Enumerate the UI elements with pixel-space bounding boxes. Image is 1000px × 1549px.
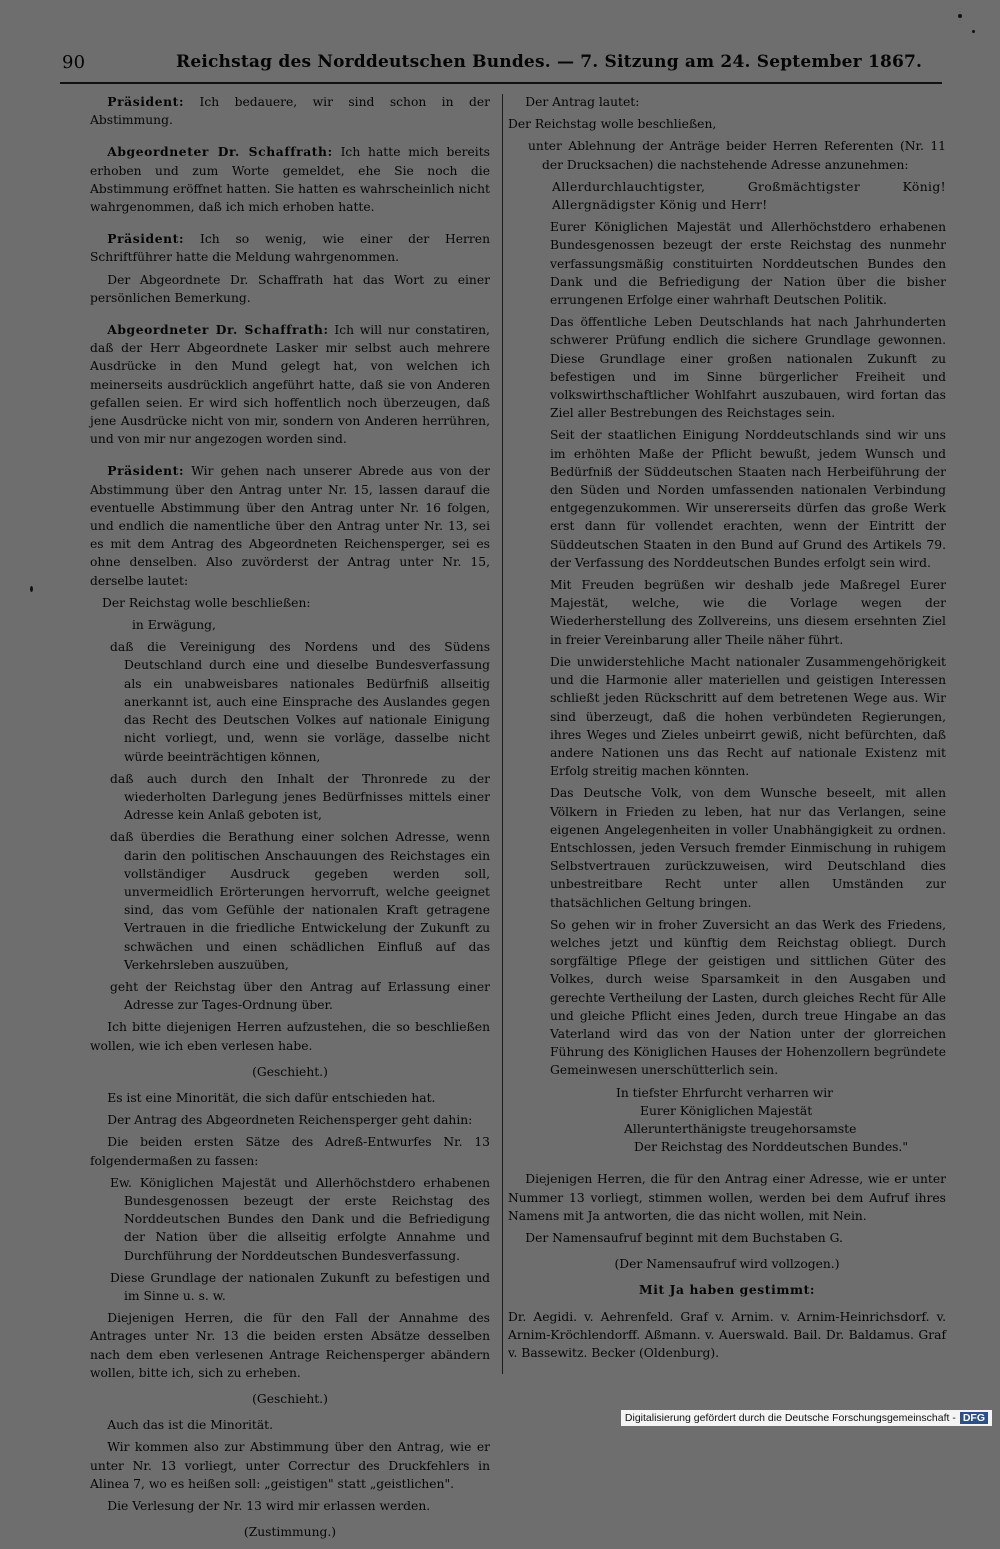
stage-direction: (Der Namensaufruf wird vollzogen.) <box>614 1257 840 1272</box>
paragraph: Es ist eine Minorität, die sich dafür entschieden hat. <box>107 1090 436 1105</box>
paragraph: Präsident: Wir gehen nach unserer Abrede aus von der Abstimmung über den Antrag unter Nr. 15, lassen darauf die eventuelle Abstimmung über den Antrag unter Nr. 16 folgen, und endlich die namentliche über den Antrag unter Nr. 13, sei es mit dem Antrag des Abgeordneten Reichensperger, sei es ohne denselben. Also zuvörderst der Antrag unter Nr. 15, derselbe lautet: <box>90 463 490 588</box>
credit-text: Digitalisierung gefördert durch die Deutsche Forschungsgemeinschaft - <box>624 1412 956 1424</box>
closing-line: Der Reichstag des Norddeutschen Bundes." <box>634 1140 908 1155</box>
address-paragraph: Seit der staatlichen Einigung Norddeutschlands sind wir uns im erhöhten Maße der Pflicht bewußt, jedem Wunsch und Bedürfniß der Süddeutschen Staaten nach Herbeiführung der den Süden und Norden umfassenden nationalen Verbindung entgegenzukommen. Wir unsererseits dürfen das große Werk erst dann für vollendet erachten, wenn der Eintritt der Süddeutschen Staaten in den Bund auf Grund des Artikels 79. der Verfassung des Norddeutschen Bundes erfolgt sein wird. <box>550 428 946 570</box>
paragraph: Abgeordneter Dr. Schaffrath: Ich will nur constatiren, daß der Herr Abgeordnete Lasker mir selbst auch mehrere Ausdrücke in den Mund gelegt hat, von welchen ich meinerseits ausdrücklich angeführt hatte, daß sie von Anderen gefallen seien. Er wird sich hoffentlich noch überzeugen, daß jene Ausdrücke nicht von mir, sondern von Anderen herrühren, und von mir nur angezogen worden sind. <box>90 322 490 447</box>
speaker-label: Präsident: <box>107 463 185 479</box>
scan-speck <box>958 14 962 18</box>
right-column <box>508 93 946 1366</box>
motion-line: unter Ablehnung der Anträge beider Herren Referenten (Nr. 11 der Drucksachen) die nachstehende Adresse anzunehmen: <box>528 139 946 172</box>
paragraph: Die Verlesung der Nr. 13 wird mir erlassen werden. <box>107 1499 431 1514</box>
closing-line: Eurer Königlichen Majestät <box>640 1103 813 1118</box>
speaker-label: Abgeordneter Dr. Schaffrath: <box>107 322 329 338</box>
left-column <box>90 93 490 1549</box>
address-paragraph: So gehen wir in froher Zuversicht an das Werk des Friedens, welches jetzt und künftig dem Reichstag obliegt. Durch sorgfältige Pflege der geistigen und sittlichen Güter des Volkes, durch weise Sparsamkeit in den Ausgaben und gerechte Vertheilung der Lasten, durch gleiches Recht für Alle und gleiche Pflicht eines Jeden, durch treue Hingabe an das Vaterland wird das von der Nation unter der glorreichen Führung des Königlichen Hauses der Hohenzollern begründete Gemeinwesen unerschütterlich sein. <box>550 917 946 1078</box>
paragraph: Diejenigen Herren, die für den Fall der Annahme des Antrages unter Nr. 13 die beiden ersten Absätze desselben nach dem eben verlesenen Antrage Reichensperger abändern wollen, bitte ich, sich zu erheben. <box>90 1311 490 1380</box>
paragraph: Wir kommen also zur Abstimmung über den Antrag, wie er unter Nr. 13 vorliegt, unter Correctur des Druckfehlers in Alinea 7, wo es heißen soll: „geistigen" statt „geistlichen". <box>90 1440 490 1491</box>
paragraph: Präsident: Ich bedauere, wir sind schon in der Abstimmung. <box>90 94 490 128</box>
paragraph: Der Antrag lautet: <box>525 95 640 109</box>
motion-line: Der Reichstag wolle beschließen: <box>102 595 311 610</box>
paragraph: Abgeordneter Dr. Schaffrath: Ich hatte mich bereits erhoben und zum Worte gemeldet, ehe Sie noch die Abstimmung eröffnet hatten. Sie hatten es wahrscheinlich nicht wahrgenommen, daß ich mich erhoben hatte. <box>90 144 490 215</box>
motion-line: in Erwägung, <box>132 618 216 633</box>
speaker-label: Präsident: <box>107 94 185 109</box>
motion-clause: daß auch durch den Inhalt der Thronrede zu der wiederholten Darlegung jenes Bedürfnisses mittels einer Adresse kein Anlaß geboten ist, <box>110 771 490 823</box>
header-rule <box>60 82 942 84</box>
address-paragraph: Die unwiderstehliche Macht nationaler Zusammengehörigkeit und die Harmonie aller materiellen und geistigen Interessen schließt jeden Rückschritt auf dem betretenen Wege aus. Wir sind überzeugt, daß die hohen verbündeten Regierungen, ihres Weges und Zieles unbeirrt gewiß, nicht befürchten, daß andere Nationen uns das Recht auf nationale Existenz mit Erfolg streitig machen könnten. <box>550 654 946 779</box>
address-closing <box>508 1084 946 1157</box>
vote-heading: Mit Ja haben gestimmt: <box>638 1282 815 1298</box>
speaker-label: Präsident: <box>107 231 185 247</box>
paragraph: Ich bitte diejenigen Herren aufzustehen, die so beschließen wollen, wie ich eben verlesen habe. <box>90 1020 490 1053</box>
closing-line: In tiefster Ehrfurcht verharren wir <box>616 1085 834 1100</box>
stage-direction: (Zustimmung.) <box>243 1525 337 1540</box>
motion-clause: geht der Reichstag über den Antrag auf Erlassung einer Adresse zur Tages-Ordnung über. <box>110 979 490 1013</box>
quoted-text: Ew. Königlichen Majestät und Allerhöchstdero erhabenen Bundesgenossen bezeugt der erste Reichstag des Norddeutschen Bundes den Dank und die Befriedigung der Nation über die allseitig erfolgte Annahme und Durchführung der Norddeutschen Bundesverfassung. <box>110 1175 490 1263</box>
address-paragraph: Eurer Königlichen Majestät und Allerhöchstdero erhabenen Bundesgenossen bezeugt der erste Reichstag des nunmehr verfassungsmäßig constituirten Norddeutschen Bundes den Dank und die Befriedigung der Nation über die bisher errungenen Erfolge einer wahrhaft Deutschen Politik. <box>550 220 946 308</box>
address-paragraph: Mit Freuden begrüßen wir deshalb jede Maßregel Eurer Majestät, welche, wie die Vorlage wegen der Wiederherstellung des Zollvereins, uns diesem ersehnten Ziel in freier Vereinbarung aller Theile näher führt. <box>550 578 946 647</box>
motion-line: Der Reichstag wolle beschließen, <box>508 117 717 132</box>
address-salutation: Allerdurchlauchtigster, Großmächtigster König! Allergnädigster König und Herr! <box>552 179 946 213</box>
digitization-credit <box>621 1410 992 1426</box>
motion-clause: daß überdies die Berathung einer solchen Adresse, wenn darin den politischen Anschauungen des Reichstages ein vollständiger Ausdruck gegeben werden soll, unvermeidlich Erörterungen hervorruft, welche geeignet sind, das vom Gefühle der nationalen Kraft getragene Vertrauen in die friedliche Entwickelung der Zukunft zu schwächen und einen schädlichen Einfluß auf das Verkehrsleben auszuüben, <box>110 830 490 972</box>
dfg-logo: DFG <box>960 1412 988 1424</box>
paragraph: Der Namensaufruf beginnt mit dem Buchstaben G. <box>525 1230 843 1245</box>
stage-direction: (Geschieht.) <box>252 1392 328 1406</box>
page-number: 90 <box>62 52 86 73</box>
closing-line: Allerunterthänigste treugehorsamste <box>624 1121 857 1136</box>
paragraph: Diejenigen Herren, die für den Antrag einer Adresse, wie er unter Nummer 13 vorliegt, stimmen wollen, werden bei dem Aufruf ihres Namens mit Ja antworten, die das nicht wollen, mit Nein. <box>508 1172 946 1223</box>
page-header <box>62 52 942 78</box>
running-title: Reichstag des Norddeutschen Bundes. — 7. Sitzung am 24. September 1867. <box>176 52 923 72</box>
paragraph: Der Abgeordnete Dr. Schaffrath hat das Wort zu einer persönlichen Bemerkung. <box>90 272 490 305</box>
scan-speck <box>972 30 975 33</box>
address-paragraph: Das öffentliche Leben Deutschlands hat nach Jahrhunderten schwerer Prüfung endlich die sichere Grundlage gewonnen. Diese Grundlage einer großen nationalen Zukunft zu befestigen und im Sinne bürgerlicher Freiheit und volkswirthschaftlicher Wohlfahrt auszubauen, wird fortan das Ziel aller Bestrebungen des Reichstages sein. <box>550 315 946 421</box>
address-paragraph: Das Deutsche Volk, von dem Wunsche beseelt, mit allen Völkern in Frieden zu leben, hat nur das Verlangen, seine eigenen Angelegenheiten in voller Unabhängigkeit zu ordnen. Entschlossen, jeden Versuch fremder Einmischung in ruhigem Selbstvertrauen zurückzuweisen, wird Deutschland dies unbestreitbare Recht unter allen Umständen zur thatsächlichen Geltung bringen. <box>550 786 946 910</box>
stage-direction: (Geschieht.) <box>252 1064 328 1079</box>
column-divider <box>502 94 503 1374</box>
vote-names: Dr. Aegidi. v. Aehrenfeld. Graf v. Arnim. v. Arnim-Heinrichsdorf. v. Arnim-Kröchlendorff. Aßmann. v. Auerswald. Bail. Dr. Baldamus. Graf v. Bassewitz. Becker (Oldenburg). <box>508 1309 946 1360</box>
paragraph: Auch das ist die Minorität. <box>107 1418 274 1433</box>
paragraph: Präsident: Ich so wenig, wie einer der Herren Schriftführer hatte die Meldung wahrgenommen. <box>90 231 490 265</box>
scan-speck <box>30 586 33 592</box>
paragraph: Der Antrag des Abgeordneten Reichensperger geht dahin: <box>107 1113 473 1128</box>
speaker-label: Abgeordneter Dr. Schaffrath: <box>107 144 333 160</box>
paragraph: Die beiden ersten Sätze des Adreß-Entwurfes Nr. 13 folgendermaßen zu fassen: <box>90 1135 490 1168</box>
motion-clause: daß die Vereinigung des Nordens und des Südens Deutschland durch eine und dieselbe Bundesverfassung als ein unabweisbares nationales Bedürfniß allseitig anerkannt ist, auch eine Einsprache des Auslandes gegen das Recht des Deutschen Volkes auf nationale Einigung nicht vorliegt, und, wenn sie vorläge, dasselbe nicht würde beeinträchtigen können, <box>110 640 490 764</box>
quoted-text: Diese Grundlage der nationalen Zukunft zu befestigen und im Sinne u. s. w. <box>110 1270 490 1303</box>
